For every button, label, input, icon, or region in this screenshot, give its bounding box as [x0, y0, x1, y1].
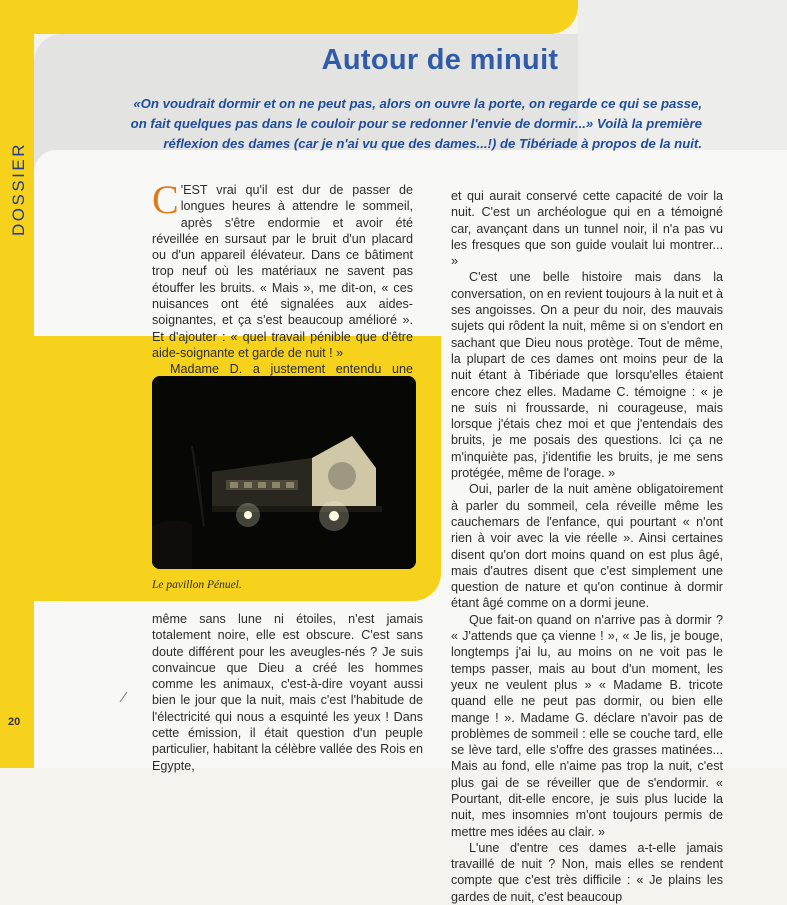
- page-title: Autour de minuit: [321, 44, 559, 76]
- top-band: [0, 0, 578, 34]
- section-label: [6, 128, 30, 238]
- column-left-bottom: [152, 611, 423, 774]
- drop-cap: C: [152, 177, 179, 222]
- night-building-illustration: [152, 376, 416, 569]
- page-number: 20: [8, 716, 21, 728]
- paragraph-text: 'EST vrai qu'il est dur de passer de longues heures à attendre le sommeil, après s'être endormie et avoir été réveillée en sursaut par le bruit d'un placard ou d'un appareil élévateur. Dans ce bâtiment trop neuf où les matériaux ne savent pas étouffer les bruits. « Mais », me dit-on, « ces nuisances ont été signalées aux aides-soignantes, et ça s'est beaucoup amélioré ». Et d'ajouter : « quel travail pénible que d'être aide-soignante et garde de nuit ! »: [152, 183, 413, 360]
- section-label-wrap: [6, 128, 30, 243]
- paragraph: C'est une belle histoire mais dans la conversation, on en revient toujours à la nuit et à ses angoisses. On a peur du noir, des mauvais sujets qui rôdent la nuit, même si on s'endort en sachant que Dieu nous protège. Tout de même, la plupart de ces dames ont moins peur de la nuit étant à Tibériade que lorsqu'elles étaient encore chez elles. Madame C. témoigne : « je ne suis ni froussarde, ni courageuse, mais lorsque j'étais chez moi et que j'entendais des bruits, je me posais des questions. Ici ça ne m'inquiète pas, j'identifie les bruits, je me sens protégée, même de l'orage. »: [451, 270, 723, 481]
- paragraph: L'une d'entre ces dames a-t-elle jamais travaillé de nuit ? Non, mais elles se rendent compte que c'est très difficile : « Je plains les gardes de nuit, c'est beaucoup: [451, 840, 723, 904]
- paragraph: Oui, parler de la nuit amène obligatoirement à parler du sommeil, cela réveille même les cauchemars de l'enfance, qui pourtant « n'ont rien à voir avec la vie réelle ». Ainsi certaines disent qu'on dort moins quand on est plus âgé, mais d'autres disent que c'est simplement une question de nature et qu'on continue à dormir étant âgé comme on a dormi jeune.: [451, 482, 723, 611]
- left-band: [0, 0, 34, 768]
- paragraph: même sans lune ni étoiles, n'est jamais totalement noire, elle est obscure. C'est sans doute différent pour les aveugles-nés ? Je suis convaincue que Dieu a créé les hommes comme les animaux, c'est-à-dire voyant aussi bien le jour que la nuit, mais c'est l'habitude de l'électricité qui nous a esquinté les yeux ! Dans cette émission, il était question d'un peuple particulier, habitant la célèbre vallée des Rois en Egypte,: [152, 612, 423, 773]
- paragraph: Que fait-on quand on n'arrive pas à dormir ? « J'attends que ça vienne ! », « Je lis, je bouge, longtemps j'ai lu, au moins on ne voit pas le temps passer, mais au bout d'un moment, les yeux ne veulent plus » « Madame B. tricote quand elle ne peut pas dormir, ou bien elle mange ! ». Madame G. déclare n'avoir pas de problèmes de sommeil : elle se couche tard, elle se lève tard, elle s'offre des grasses matinées... Mais au fond, elle n'aime pas trop la nuit, c'est plus gai de se réveiller que de s'endormir. « Pourtant, dit-elle encore, je suis plus lucide la nuit, mes insomnies m'ont toujours permis de mettre mes idées au clair. »: [451, 612, 723, 839]
- section-label-text: DOSSIER: [9, 141, 28, 236]
- paragraph: et qui aurait conservé cette capacité de voir la nuit. C'est un archéologue qui en a témoigné car, avançant dans un tunnel noir, il n'a pas vu les fresques que son guide voulait lui montrer... »: [451, 189, 723, 269]
- paragraph: [152, 177, 413, 361]
- pavilion-photo: [152, 376, 416, 569]
- pencil-mark: [118, 690, 130, 704]
- paragraph: Madame D. a justement entendu une: [170, 362, 413, 377]
- column-right: [451, 188, 723, 905]
- intro-quote: «On voudrait dormir et on ne peut pas, alors on ouvre la porte, on regarde ce qui se passe, on fait quelques pas dans le couloir pour se redonner l'envie de dormir...» Voilà la première réflexion des dames (car je n'ai vu que des dames...!) de Tibériade à propos de la nuit.: [130, 96, 702, 151]
- photo-caption: Le pavillon Pénuel.: [152, 579, 242, 591]
